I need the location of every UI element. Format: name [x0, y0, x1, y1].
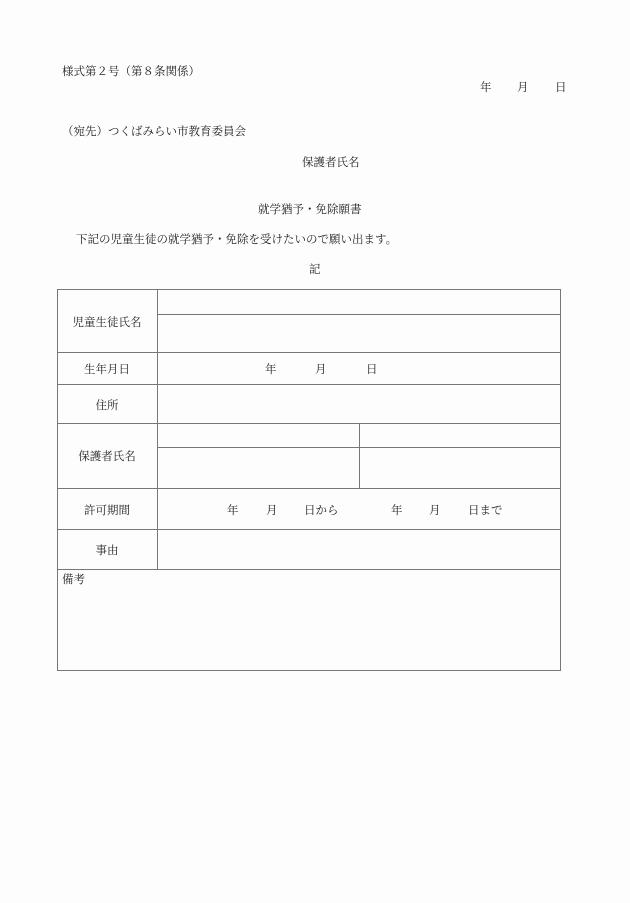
date-year: 年 — [480, 80, 492, 94]
request-statement: 下記の児童生徒の就学猶予・免除を受けたいので願い出ます。 — [76, 232, 398, 246]
birth-day: 日 — [366, 362, 378, 376]
row-divider — [57, 569, 561, 570]
to-year: 年 — [391, 503, 403, 517]
document-title: 就学猶予・免除願書 — [258, 202, 362, 216]
birthdate-label: 生年月日 — [84, 362, 130, 376]
address-field[interactable] — [158, 385, 560, 423]
guardian-1-name-field[interactable] — [158, 448, 359, 488]
birth-month: 月 — [315, 362, 327, 376]
from-day: 日から — [304, 503, 339, 517]
birthdate-field[interactable] — [158, 353, 560, 384]
date-day: 日 — [555, 80, 567, 94]
from-year: 年 — [227, 503, 239, 517]
ki-heading: 記 — [309, 262, 321, 276]
student-name-furigana-field[interactable] — [158, 290, 560, 314]
reason-field[interactable] — [158, 530, 560, 569]
from-month: 月 — [266, 503, 278, 517]
to-month: 月 — [429, 503, 441, 517]
to-day: 日まで — [468, 503, 503, 517]
guardian-label: 保護者氏名 — [78, 449, 136, 463]
date-month: 月 — [517, 80, 529, 94]
student-name-label: 児童生徒氏名 — [72, 315, 142, 329]
form-number: 様式第２号（第８条関係） — [62, 64, 200, 78]
remarks-field[interactable] — [58, 586, 560, 670]
addressee: （宛先）つくばみらい市教育委員会 — [62, 124, 246, 138]
period-label: 許可期間 — [84, 503, 130, 517]
guardian-2-furigana-field[interactable] — [360, 424, 560, 447]
table-border-right — [560, 289, 561, 671]
reason-label: 事由 — [95, 543, 119, 557]
period-field[interactable] — [158, 489, 560, 529]
guardian-name-label: 保護者氏名 — [302, 155, 360, 169]
remarks-label: 備考 — [62, 572, 85, 586]
table-border-bottom — [57, 670, 561, 671]
guardian-2-name-field[interactable] — [360, 448, 560, 488]
student-name-field[interactable] — [158, 315, 560, 352]
guardian-1-furigana-field[interactable] — [158, 424, 359, 447]
address-label: 住所 — [95, 398, 119, 412]
birth-year: 年 — [265, 362, 277, 376]
